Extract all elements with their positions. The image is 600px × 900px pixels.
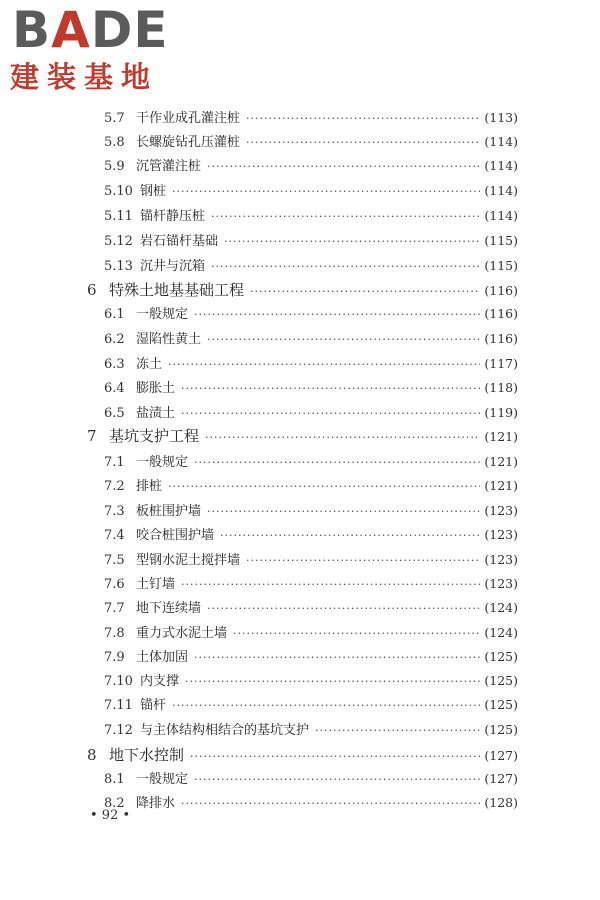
toc-entry-title: 板桩围护墙 xyxy=(136,504,202,519)
toc-entry-number: 7.12 xyxy=(104,723,133,738)
toc-section-row[interactable] xyxy=(104,549,518,568)
toc-entry-title: 内支撑 xyxy=(140,674,180,689)
toc-entry-page: (119) xyxy=(484,405,518,420)
toc-entry-number: 5.8 xyxy=(104,135,125,150)
toc-entry-page: (125) xyxy=(484,649,518,664)
toc-entry-title: 钢桩 xyxy=(140,184,167,199)
toc-section-row[interactable] xyxy=(104,500,518,519)
toc-leader-dots xyxy=(185,675,480,688)
toc-entry-title: 与主体结构相结合的基坑支护 xyxy=(140,723,310,738)
toc-entry-title: 特殊土地基基础工程 xyxy=(109,281,245,299)
toc-entry-page: (118) xyxy=(484,380,518,395)
toc-entry-number: 7.11 xyxy=(104,698,133,713)
toc-section-row[interactable] xyxy=(104,597,518,616)
toc-entry-number: 5.9 xyxy=(104,159,125,174)
toc-entry-page: (114) xyxy=(484,208,518,223)
toc-section-row[interactable] xyxy=(104,646,518,665)
toc-leader-dots xyxy=(194,773,480,786)
toc-entry-title: 膨胀土 xyxy=(136,381,176,396)
toc-entry-page: (114) xyxy=(484,158,518,173)
toc-entry-page: (124) xyxy=(484,600,518,615)
logo-letter-a: A xyxy=(51,1,91,59)
toc-entry-title: 土体加固 xyxy=(136,650,189,665)
toc-section-row[interactable] xyxy=(104,622,518,641)
toc-section-row[interactable] xyxy=(104,475,518,494)
toc-entry-title: 一般规定 xyxy=(136,772,189,787)
toc-entry-number: 7.7 xyxy=(104,601,125,616)
toc-entry-page: (115) xyxy=(484,233,518,248)
toc-entry-title: 地下连续墙 xyxy=(136,601,202,616)
logo-subtitle: 建装基地 xyxy=(10,60,159,94)
toc-leader-dots xyxy=(181,382,480,395)
toc-entry-page: (121) xyxy=(484,478,518,493)
toc-entry-title: 锚杆 xyxy=(140,698,167,713)
toc-leader-dots xyxy=(233,627,480,640)
toc-chapter-row[interactable] xyxy=(87,425,518,446)
toc-entry-page: (115) xyxy=(484,258,518,273)
toc-leader-dots xyxy=(220,529,480,542)
page-number: • 92 • xyxy=(90,808,131,823)
toc-entry-number: 7.10 xyxy=(104,674,133,689)
toc-leader-dots xyxy=(211,210,480,223)
toc-entry-number: 5.10 xyxy=(104,184,133,199)
toc-entry-page: (116) xyxy=(484,306,518,321)
logo-letters-de: DE xyxy=(90,1,169,59)
toc-entry-title: 降排水 xyxy=(136,796,176,811)
toc-section-row[interactable] xyxy=(104,524,518,543)
toc-leader-dots xyxy=(194,456,480,469)
toc-entry-title: 咬合桩围护墙 xyxy=(136,528,215,543)
toc-leader-dots xyxy=(172,699,480,712)
toc-entry-number: 7 xyxy=(87,427,97,445)
toc-entry-number: 7.8 xyxy=(104,626,125,641)
toc-leader-dots xyxy=(190,750,480,763)
toc-entry-number: 7.1 xyxy=(104,455,125,470)
toc-entry-number: 7.5 xyxy=(104,553,125,568)
toc-entry-number: 5.7 xyxy=(104,111,125,126)
toc-entry-page: (113) xyxy=(484,110,518,125)
toc-entry-page: (121) xyxy=(484,454,518,469)
toc-section-row[interactable] xyxy=(104,719,518,738)
toc-leader-dots xyxy=(181,407,480,420)
toc-entry-number: 8 xyxy=(87,746,97,764)
toc-entry-title: 沉管灌注桩 xyxy=(136,159,202,174)
toc-entry-number: 7.9 xyxy=(104,650,125,665)
toc-leader-dots xyxy=(250,285,480,298)
toc-section-row[interactable] xyxy=(104,792,518,811)
toc-leader-dots xyxy=(246,136,480,149)
toc-section-row[interactable] xyxy=(104,670,518,689)
toc-entry-number: 6.3 xyxy=(104,357,125,372)
toc-entry-title: 一般规定 xyxy=(136,307,189,322)
toc-section-row[interactable] xyxy=(104,573,518,592)
toc-entry-page: (123) xyxy=(484,527,518,542)
toc-leader-dots xyxy=(207,160,480,173)
logo-letter-b: B xyxy=(12,1,52,59)
toc-leader-dots xyxy=(181,797,480,810)
toc-chapter-row[interactable] xyxy=(87,744,518,765)
toc-entry-number: 6.1 xyxy=(104,307,125,322)
toc-leader-dots xyxy=(211,260,480,273)
toc-section-row[interactable] xyxy=(104,353,518,372)
toc-section-row[interactable] xyxy=(104,402,518,421)
toc-entry-page: (121) xyxy=(484,429,518,444)
toc-entry-number: 5.13 xyxy=(104,259,133,274)
toc-entry-title: 型钢水泥土搅拌墙 xyxy=(136,553,241,568)
toc-entry-number: 6.4 xyxy=(104,381,125,396)
toc-section-row[interactable] xyxy=(104,451,518,470)
toc-entry-title: 基坑支护工程 xyxy=(109,427,200,445)
toc-leader-dots xyxy=(207,333,480,346)
toc-section-row[interactable] xyxy=(104,131,518,150)
toc-entry-title: 土钉墙 xyxy=(136,577,176,592)
toc-entry-page: (117) xyxy=(484,356,518,371)
toc-entry-title: 长螺旋钻孔压灌桩 xyxy=(136,135,241,150)
toc-leader-dots xyxy=(181,578,480,591)
toc-leader-dots xyxy=(205,431,480,444)
toc-leader-dots xyxy=(168,480,480,493)
toc-leader-dots xyxy=(246,554,480,567)
toc-section-row[interactable] xyxy=(104,155,518,174)
toc-leader-dots xyxy=(207,505,480,518)
toc-entry-page: (114) xyxy=(484,183,518,198)
toc-entry-page: (127) xyxy=(484,748,518,763)
toc-section-row[interactable] xyxy=(104,303,518,322)
toc-entry-number: 6.2 xyxy=(104,332,125,347)
toc-section-row[interactable] xyxy=(104,107,518,126)
toc-section-row[interactable] xyxy=(104,205,518,224)
toc-entry-number: 8.2 xyxy=(104,796,125,811)
toc-section-row[interactable] xyxy=(104,694,518,713)
toc-entry-page: (114) xyxy=(484,134,518,149)
toc-entry-title: 沉井与沉箱 xyxy=(140,259,206,274)
toc-entry-number: 7.2 xyxy=(104,479,125,494)
toc-entry-page: (123) xyxy=(484,552,518,567)
toc-entry-title: 湿陷性黄土 xyxy=(136,332,202,347)
toc-entry-number: 5.12 xyxy=(104,234,133,249)
toc-entry-page: (125) xyxy=(484,722,518,737)
toc-entry-title: 岩石锚杆基础 xyxy=(140,234,219,249)
toc-entry-number: 8.1 xyxy=(104,772,125,787)
toc-entry-page: (116) xyxy=(484,331,518,346)
toc-section-row[interactable] xyxy=(104,377,518,396)
toc-section-row[interactable] xyxy=(104,768,518,787)
toc-section-row[interactable] xyxy=(104,230,518,249)
toc-leader-dots xyxy=(315,724,480,737)
toc-leader-dots xyxy=(168,358,480,371)
toc-leader-dots xyxy=(246,112,480,125)
toc-entry-title: 冻土 xyxy=(136,357,163,372)
toc-entry-page: (128) xyxy=(484,795,518,810)
toc-leader-dots xyxy=(207,602,480,615)
toc-entry-page: (116) xyxy=(484,283,518,298)
toc-entry-number: 7.4 xyxy=(104,528,125,543)
toc-entry-number: 6.5 xyxy=(104,406,125,421)
toc-section-row[interactable] xyxy=(104,255,518,274)
toc-leader-dots xyxy=(194,308,480,321)
toc-entry-page: (123) xyxy=(484,576,518,591)
toc-entry-title: 干作业成孔灌注桩 xyxy=(136,111,241,126)
toc-entry-title: 地下水控制 xyxy=(109,746,185,764)
toc-entry-title: 盐渍土 xyxy=(136,406,176,421)
toc-entry-number: 7.6 xyxy=(104,577,125,592)
toc-entry-page: (124) xyxy=(484,625,518,640)
toc-leader-dots xyxy=(224,235,480,248)
toc-entry-title: 锚杆静压桩 xyxy=(140,209,206,224)
toc-entry-number: 7.3 xyxy=(104,504,125,519)
toc-chapter-row[interactable] xyxy=(87,279,518,300)
toc-entry-title: 重力式水泥土墙 xyxy=(136,626,228,641)
toc-entry-title: 一般规定 xyxy=(136,455,189,470)
toc-entry-page: (123) xyxy=(484,503,518,518)
toc-entry-page: (125) xyxy=(484,673,518,688)
toc-entry-number: 6 xyxy=(87,281,97,299)
toc-section-row[interactable] xyxy=(104,180,518,199)
toc-entry-page: (125) xyxy=(484,697,518,712)
toc-entry-number: 5.11 xyxy=(104,209,133,224)
toc-entry-page: (127) xyxy=(484,771,518,786)
toc-leader-dots xyxy=(172,185,480,198)
toc-section-row[interactable] xyxy=(104,328,518,347)
toc-leader-dots xyxy=(194,651,480,664)
toc-entry-title: 排桩 xyxy=(136,479,163,494)
